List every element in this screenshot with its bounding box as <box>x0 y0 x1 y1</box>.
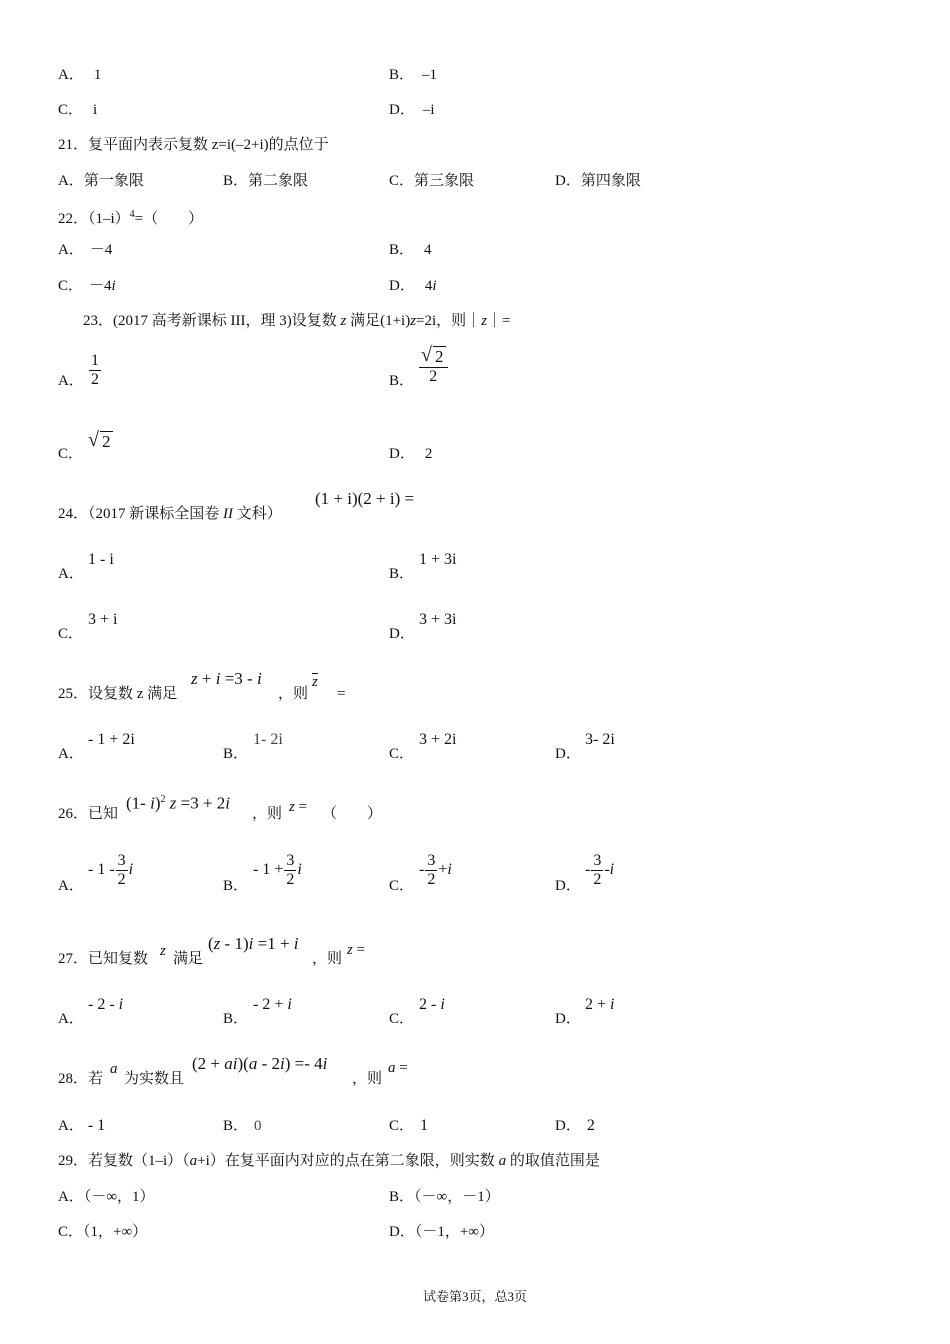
q24-option-b-label: B． <box>389 566 415 582</box>
q27-option-c: 2 - i <box>419 996 445 1013</box>
q23-option-a-fraction: $\frac{1}{2}$ <box>91 352 99 388</box>
q25-stem-suffix: ，则 <box>278 686 309 702</box>
q25-option-d: 3- 2i <box>585 731 615 748</box>
q29-stem: 29．若复数（1–i）（a+i）在复平面内对应的点在第二象限，则实数 a 的取值范围是 <box>58 1153 600 1169</box>
q24-option-b: 1 + 3i <box>419 551 457 568</box>
q26-stem-prefix: 26．已知 <box>58 806 119 822</box>
q22-option-d: D． 4i <box>389 278 437 294</box>
q25-equals: = <box>337 686 346 702</box>
q27-z: z <box>160 943 166 959</box>
q21-stem: 21．复平面内表示复数 z=i(–2+i)的点位于 <box>58 137 329 153</box>
q23-option-d: D． 2 <box>389 446 433 462</box>
q26-option-b: - 1 + $\frac{3}{2}$ i <box>253 852 302 888</box>
q21-option-d: D．第四象限 <box>555 173 641 189</box>
q28-option-a: A． - 1 <box>58 1117 106 1134</box>
q22-option-c: C． －4i <box>58 278 116 294</box>
q28-option-b: B． 0 <box>223 1118 262 1134</box>
q22-option-a: A． －4 <box>58 242 113 258</box>
q26-option-b-label: B． <box>223 878 249 894</box>
q24-option-d: 3 + 3i <box>419 611 457 628</box>
q25-option-c: 3 + 2i <box>419 731 457 748</box>
q27-option-d: 2 + i <box>585 996 615 1013</box>
q26-option-d: - $\frac{3}{2}$ -i <box>585 852 615 888</box>
q25-option-a: - 1 + 2i <box>88 731 135 748</box>
q26-option-a-label: A． <box>58 878 84 894</box>
q28-option-c: C． 1 <box>389 1117 429 1134</box>
q28-a-var: a <box>110 1061 118 1077</box>
q26-option-c: - $\frac{3}{2}$ +i <box>419 852 452 888</box>
q24-stem: 24．（2017 新课标全国卷 II 文科） <box>58 506 282 522</box>
q23-option-b-fraction: √ 2 2 <box>418 346 449 386</box>
q25-z-conjugate: $\overline{z}$ <box>312 674 318 690</box>
q21-option-a: A．第一象限 <box>58 173 144 189</box>
q27-option-b-label: B． <box>223 1011 249 1027</box>
q26-option-a: - 1 - $\frac{3}{2}$ i <box>88 852 134 888</box>
q29-option-a: A．（－∞，1） <box>58 1189 155 1205</box>
q25-option-a-label: A． <box>58 746 84 762</box>
q27-option-a-label: A． <box>58 1011 84 1027</box>
q26-option-c-label: C． <box>389 878 415 894</box>
q25-option-c-label: C． <box>389 746 415 762</box>
q20-option-d: D． ‒i <box>389 102 435 118</box>
q26-expression: (1- i)$^2$ z =3 + 2i <box>126 793 231 813</box>
q25-stem-prefix: 25．设复数 z 满足 <box>58 686 178 702</box>
q27-option-c-label: C． <box>389 1011 415 1027</box>
q22-option-b: B． 4 <box>389 242 432 258</box>
q27-stem-prefix: 27．已知复数 <box>58 951 149 967</box>
q23-option-c-sqrt: √ 2 <box>88 429 111 451</box>
q27-z-equals: z = <box>347 942 366 958</box>
q26-option-d-label: D． <box>555 878 581 894</box>
q29-option-c: C．（1，+∞） <box>58 1224 148 1240</box>
q26-paren: （ ） <box>322 806 383 822</box>
q27-stem-suffix: ，则 <box>312 951 343 967</box>
q24-option-a: 1 - i <box>88 551 114 568</box>
q24-option-a-label: A． <box>58 566 84 582</box>
q28-option-d: D． 2 <box>555 1117 595 1134</box>
q28-stem-mid: 为实数且 <box>124 1071 185 1087</box>
q27-expression: (z - 1)i =1 + i <box>208 934 299 953</box>
q29-option-d: D．（－1，+∞） <box>389 1224 494 1240</box>
q28-stem-prefix: 28．若 <box>58 1071 104 1087</box>
q25-option-d-label: D． <box>555 746 581 762</box>
q23-option-b-label: B． <box>389 373 415 389</box>
q25-option-b-label: B． <box>223 746 249 762</box>
q23-stem: 23．(2017 高考新课标 III，理 3)设复数 z 满足(1+i)z=2i，则｜z｜= <box>83 313 511 329</box>
q28-stem-suffix: ，则 <box>352 1071 383 1087</box>
q23-option-c-label: C． <box>58 446 84 462</box>
q29-option-b: B．（－∞，－1） <box>389 1189 500 1205</box>
q24-option-c: 3 + i <box>88 611 118 628</box>
q22-stem: 22．$(1-i)^4=$（ ） <box>58 209 204 227</box>
q27-option-b: - 2 + i <box>253 996 292 1013</box>
q24-expression: (1 + i)(2 + i) = <box>315 489 415 508</box>
q27-option-d-label: D． <box>555 1011 581 1027</box>
q24-option-c-label: C． <box>58 626 84 642</box>
q28-expression: (2 + ai)(a - 2i) =- 4i <box>192 1054 328 1073</box>
q25-condition: z + i =3 - i <box>191 669 262 688</box>
q27-option-a: - 2 - i <box>88 996 124 1013</box>
q26-stem-suffix: ，则 <box>252 806 283 822</box>
q28-a-equals: a = <box>388 1060 408 1076</box>
q21-option-c: C．第三象限 <box>389 173 475 189</box>
q27-stem-mid: 满足 <box>173 951 204 967</box>
q21-option-b: B．第二象限 <box>223 173 309 189</box>
q26-z-equals: z = <box>289 799 308 815</box>
q20-option-b: B． ‒1 <box>389 67 438 83</box>
q20-option-a: A． 1 <box>58 67 102 83</box>
q20-option-c: C． i <box>58 102 98 118</box>
q23-option-a-label: A． <box>58 373 84 389</box>
page-footer: 试卷第3页，总3页 <box>422 1289 527 1304</box>
q24-option-d-label: D． <box>389 626 415 642</box>
q25-option-b: 1- 2i <box>253 731 283 748</box>
